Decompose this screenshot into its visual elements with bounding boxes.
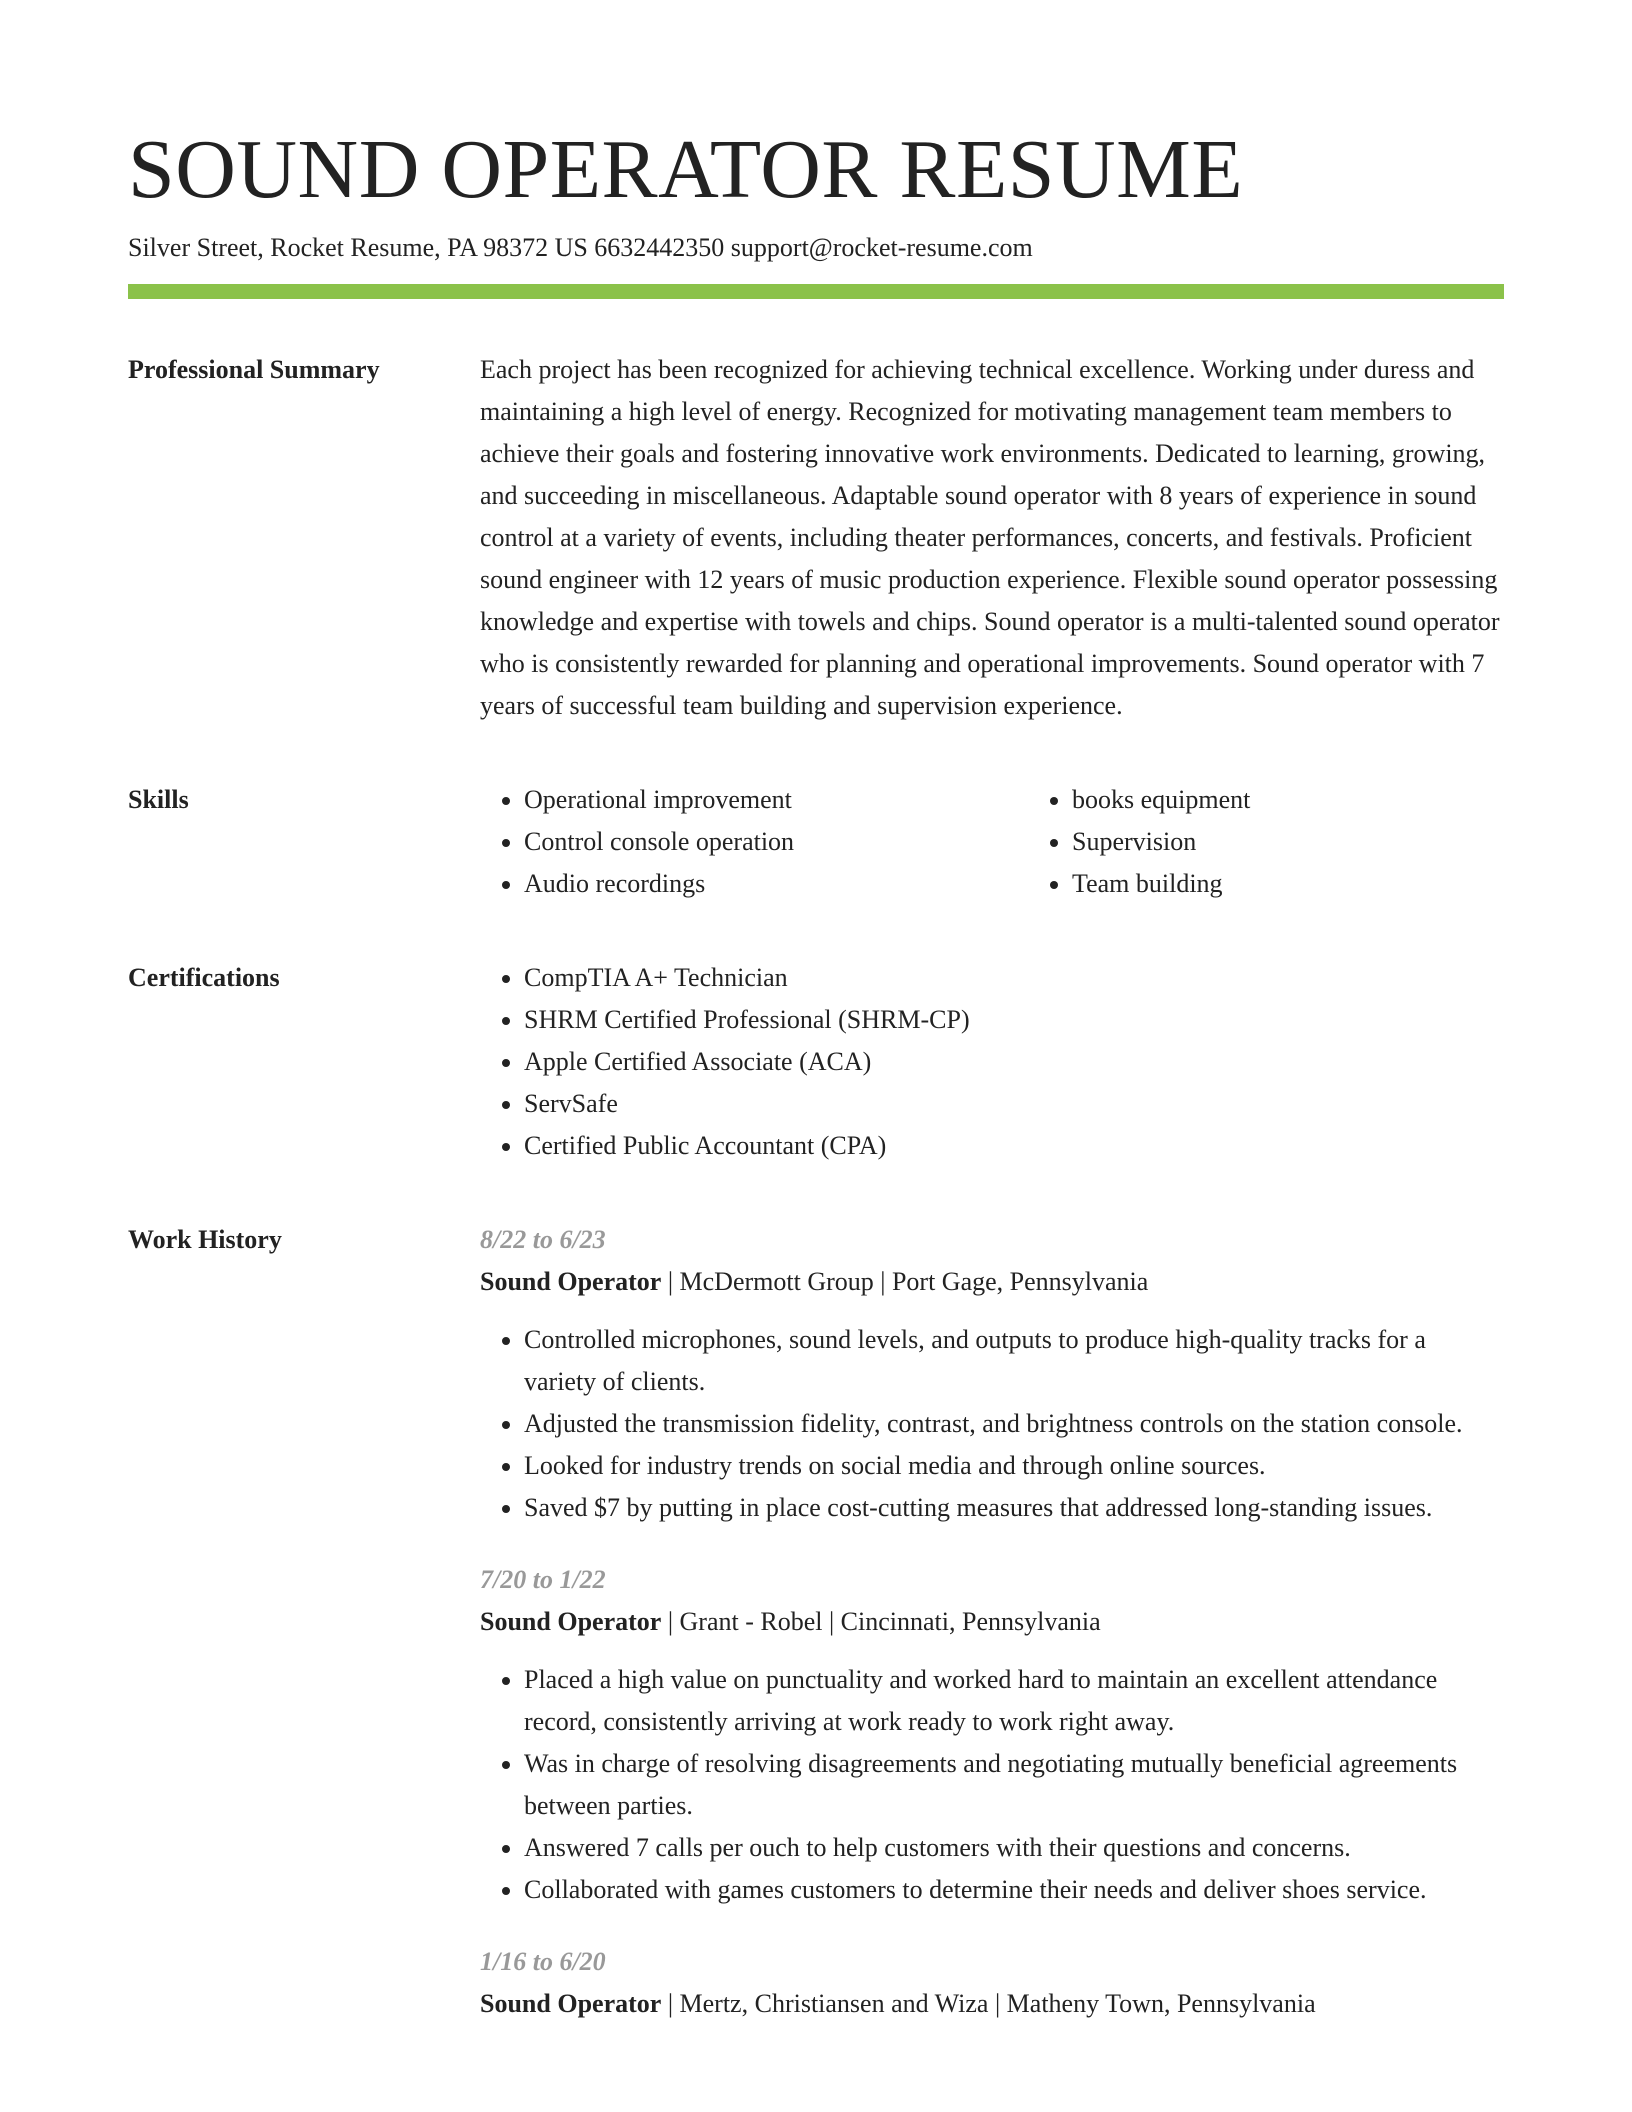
section-skills [128, 779, 1504, 905]
header-divider [128, 284, 1504, 299]
section-label-certifications: Certifications [128, 963, 280, 992]
job-title: Sound Operator [480, 1607, 662, 1636]
job-bullet: • Looked for industry trends on social media and through online sources. [524, 1445, 1504, 1487]
certification-item: • Apple Certified Associate (ACA) [524, 1041, 1504, 1083]
section-label-work-history: Work History [128, 1225, 282, 1254]
skills-column-2 [1028, 779, 1250, 905]
section-certifications [128, 957, 1504, 1167]
job-bullet: • Saved $7 by putting in place cost-cutting measures that addressed long-standing issues. [524, 1487, 1504, 1529]
skill-item: • Control console operation [524, 821, 1028, 863]
resume-page [128, 122, 1504, 2055]
job-dates: 8/22 to 6/23 [480, 1225, 606, 1254]
certification-item: • CompTIA A+ Technician [524, 957, 1504, 999]
job-heading [480, 1983, 1504, 2025]
job-details: | Grant - Robel | Cincinnati, Pennsylvania [661, 1607, 1101, 1636]
job-bullet: • Collaborated with games customers to determine their needs and deliver shoes service. [524, 1869, 1504, 1911]
section-label-skills: Skills [128, 785, 189, 814]
job-bullets [480, 1659, 1504, 1911]
skill-item: • books equipment [1072, 779, 1250, 821]
job-details: | Mertz, Christiansen and Wiza | Matheny Town, Pennsylvania [661, 1989, 1316, 2018]
section-work-history [128, 1219, 1504, 2055]
job-bullet: • Controlled microphones, sound levels, and outputs to produce high-quality tracks for a variety of clients. [524, 1319, 1504, 1403]
job-heading [480, 1261, 1504, 1303]
certification-item: • Certified Public Accountant (CPA) [524, 1125, 1504, 1167]
job-bullet: • Adjusted the transmission fidelity, contrast, and brightness controls on the station console. [524, 1403, 1504, 1445]
job-title: Sound Operator [480, 1989, 662, 2018]
job-entry [480, 1941, 1504, 2025]
job-bullet: • Answered 7 calls per ouch to help customers with their questions and concerns. [524, 1827, 1504, 1869]
job-details: | McDermott Group | Port Gage, Pennsylvania [661, 1267, 1149, 1296]
job-heading [480, 1601, 1504, 1643]
job-title: Sound Operator [480, 1267, 662, 1296]
job-bullets [480, 1319, 1504, 1529]
job-entry [480, 1559, 1504, 1911]
section-professional-summary [128, 349, 1504, 727]
job-entry [480, 1219, 1504, 1529]
section-label-summary: Professional Summary [128, 355, 380, 384]
job-dates: 7/20 to 1/22 [480, 1565, 606, 1594]
summary-text: Each project has been recognized for achieving technical excellence. Working under duress and maintaining a high level of energy. Recognized for motivating management team members to achieve their goals and fostering innovative work environments. Dedicated to learning, growing, and succeeding in miscellaneous. Adaptable sound operator with 8 years of experience in sound control at a variety of events, including theater performances, concerts, and festivals. Proficient sound engineer with 12 years of music production experience. Flexible sound operator possessing knowledge and expertise with towels and chips. Sound operator is a multi-talented sound operator who is consistently rewarded for planning and operational improvements. Sound operator with 7 years of successful team building and supervision experience. [480, 355, 1500, 720]
skill-item: • Team building [1072, 863, 1250, 905]
skills-column-1 [480, 779, 1028, 905]
certifications-list [480, 957, 1504, 1167]
resume-title: SOUND OPERATOR RESUME [128, 123, 1244, 216]
certification-item: • ServSafe [524, 1083, 1504, 1125]
certification-item: • SHRM Certified Professional (SHRM-CP) [524, 999, 1504, 1041]
skill-item: • Supervision [1072, 821, 1250, 863]
job-bullet: • Was in charge of resolving disagreements and negotiating mutually beneficial agreements between parties. [524, 1743, 1504, 1827]
skill-item: • Audio recordings [524, 863, 1028, 905]
contact-line: Silver Street, Rocket Resume, PA 98372 US 6632442350 support@rocket-resume.com [128, 233, 1033, 262]
job-dates: 1/16 to 6/20 [480, 1947, 606, 1976]
skill-item: • Operational improvement [524, 779, 1028, 821]
job-bullet: • Placed a high value on punctuality and worked hard to maintain an excellent attendance record, consistently arriving at work ready to work right away. [524, 1659, 1504, 1743]
